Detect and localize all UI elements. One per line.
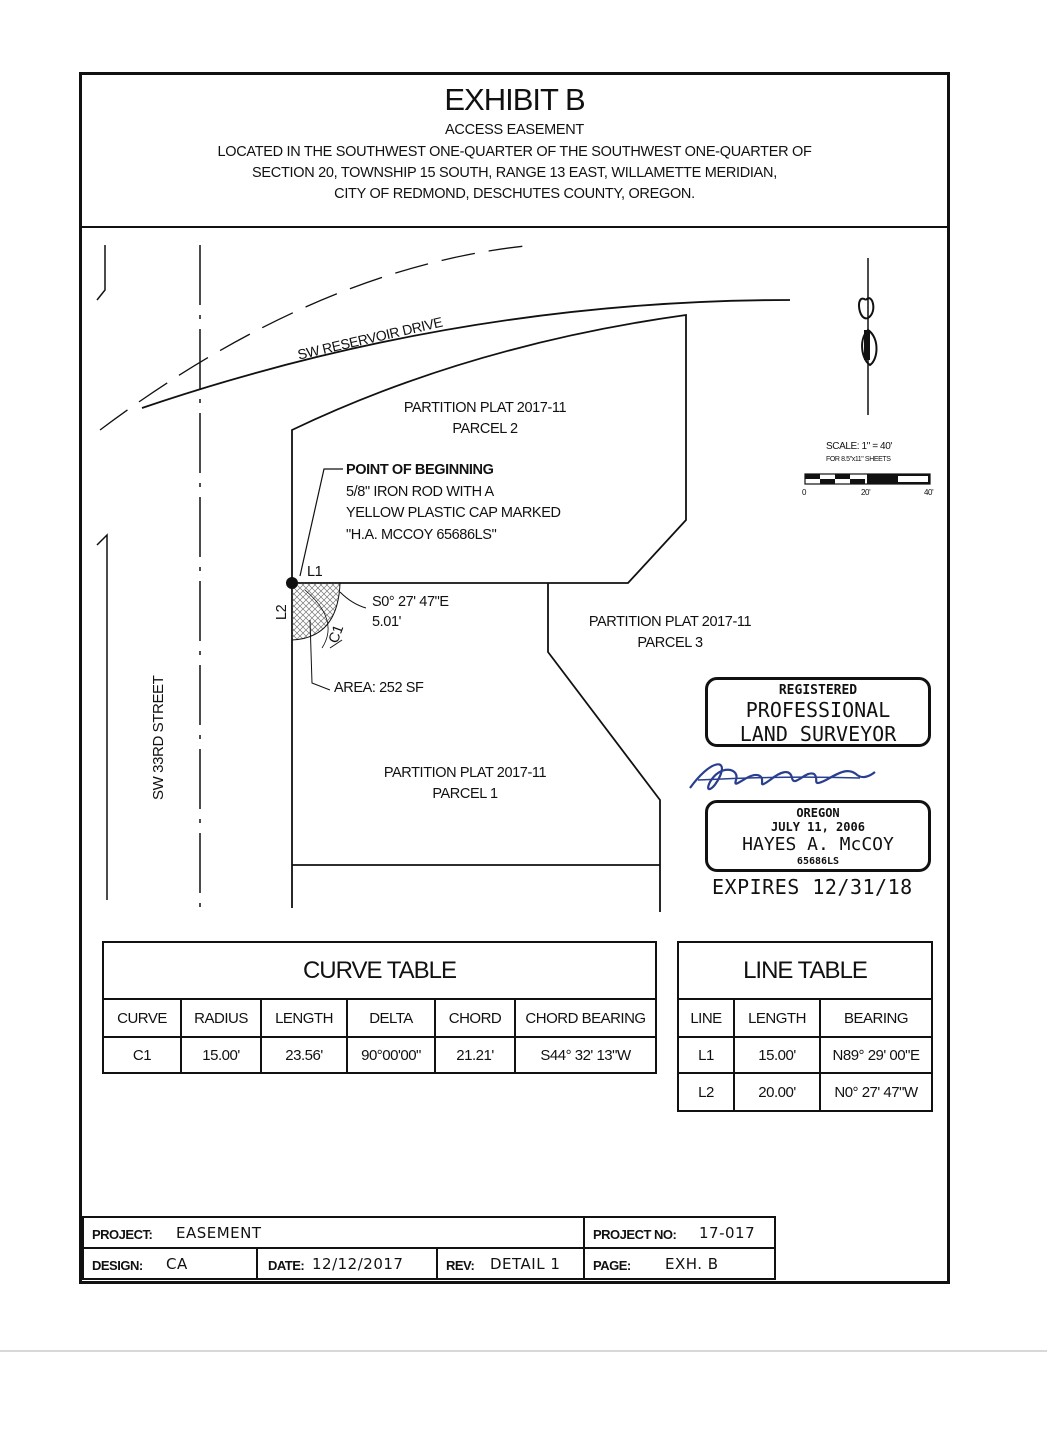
project-cell <box>82 1216 585 1249</box>
curve-header: CURVE <box>103 999 181 1037</box>
date-value: 12/12/2017 <box>312 1255 404 1273</box>
radius-cell: 15.00' <box>181 1037 261 1073</box>
rev-cell <box>436 1247 585 1280</box>
line-length-cell: 20.00' <box>734 1073 820 1111</box>
project-value: EASEMENT <box>176 1224 262 1242</box>
parcel-1-plat: PARTITION PLAT 2017-11 <box>383 765 547 781</box>
stamp-state: OREGON <box>796 806 840 820</box>
bearing-header: BEARING <box>820 999 932 1037</box>
table-row <box>103 1037 656 1073</box>
road-edge <box>142 300 790 408</box>
scale-tick-20: 20' <box>861 488 871 497</box>
location-line-2: SECTION 20, TOWNSHIP 15 SOUTH, RANGE 13 EAST, WILLAMETTE MERIDIAN, <box>252 165 777 181</box>
exhibit-header <box>79 72 950 228</box>
design-cell <box>82 1247 258 1280</box>
street-label: SW 33RD STREET <box>150 675 167 800</box>
stamp-name: HAYES A. McCOY <box>742 834 894 855</box>
line-header: LINE <box>678 999 734 1037</box>
stamp-bottom-box <box>705 800 931 872</box>
curve-table-title: CURVE TABLE <box>103 942 656 999</box>
scale-subtext: FOR 8.5"x11" SHEETS <box>826 456 891 463</box>
chord-bearing-header: CHORD BEARING <box>515 999 656 1037</box>
design-label: DESIGN: <box>92 1258 143 1273</box>
project-no-cell <box>583 1216 776 1249</box>
parcel-3-plat: PARTITION PLAT 2017-11 <box>588 614 752 630</box>
parcel-3-label: PARCEL 3 <box>637 635 703 651</box>
parcel-1-label: PARCEL 1 <box>432 786 498 802</box>
table-row <box>678 1073 932 1111</box>
stamp-number: 65686LS <box>796 856 840 867</box>
pob-line-2: YELLOW PLASTIC CAP MARKED <box>346 505 561 521</box>
length-cell: 23.56' <box>261 1037 347 1073</box>
radius-header: RADIUS <box>181 999 261 1037</box>
curve-cell: C1 <box>103 1037 181 1073</box>
line-bearing-cell: N89° 29' 00"E <box>820 1037 932 1073</box>
l2-label: L2 <box>274 604 290 620</box>
street-edge-left <box>97 535 107 900</box>
line-cell: L2 <box>678 1073 734 1111</box>
curve-table <box>102 941 657 1074</box>
exhibit-title: EXHIBIT B <box>444 82 585 117</box>
chord-bearing-cell: S44° 32' 13"W <box>515 1037 656 1073</box>
rev-label: REV: <box>446 1258 475 1273</box>
stamp-land-surveyor: LAND SURVEYOR <box>739 722 897 746</box>
surveyor-signature <box>680 750 880 800</box>
street-edge-top <box>97 245 105 300</box>
chord-cell: 21.21' <box>435 1037 515 1073</box>
line-cell: L1 <box>678 1037 734 1073</box>
scan-page-edge <box>0 1350 1047 1352</box>
line-table <box>677 941 933 1112</box>
pob-title: POINT OF BEGINNING <box>346 462 494 478</box>
north-arrow-icon <box>859 298 873 318</box>
date-label: DATE: <box>268 1258 305 1273</box>
delta-header: DELTA <box>347 999 435 1037</box>
design-value: CA <box>166 1255 188 1273</box>
scale-tick-40: 40' <box>924 488 934 497</box>
chord-header: CHORD <box>435 999 515 1037</box>
line-length-header: LENGTH <box>734 999 820 1037</box>
scale-text: SCALE: 1" = 40' <box>826 441 892 452</box>
line-table-title: LINE TABLE <box>678 942 932 999</box>
c1-label: C1 <box>326 623 348 646</box>
bearing-leader <box>340 592 366 608</box>
pob-line-3: "H.A. MCCOY 65686LS" <box>346 527 497 543</box>
exhibit-subtitle: ACCESS EASEMENT <box>445 122 584 138</box>
l1-label: L1 <box>307 564 323 580</box>
location-line-3: CITY OF REDMOND, DESCHUTES COUNTY, OREGON. <box>334 186 695 202</box>
page-value: EXH. B <box>665 1255 719 1273</box>
delta-cell: 90°00'00" <box>347 1037 435 1073</box>
stamp-professional: PROFESSIONAL <box>745 698 891 722</box>
distance-label: 5.01' <box>372 614 401 630</box>
bearing-label: S0° 27' 47"E <box>372 594 449 610</box>
point-of-beginning-marker <box>286 577 298 589</box>
project-label: PROJECT: <box>92 1227 153 1242</box>
length-header: LENGTH <box>261 999 347 1037</box>
parcel-1-boundary <box>292 583 660 908</box>
table-row <box>678 1037 932 1073</box>
area-label: AREA: 252 SF <box>334 680 424 696</box>
page-cell <box>583 1247 776 1280</box>
stamp-date: JULY 11, 2006 <box>771 820 865 834</box>
scale-tick-0: 0 <box>802 488 807 497</box>
pob-leader <box>300 469 343 576</box>
parcel-2-label: PARCEL 2 <box>452 421 518 437</box>
parcel-2-plat: PARTITION PLAT 2017-11 <box>403 400 567 416</box>
date-cell <box>256 1247 438 1280</box>
project-no-value: 17-017 <box>699 1224 756 1242</box>
line-bearing-cell: N0° 27' 47"W <box>820 1073 932 1111</box>
road-label: SW RESERVOIR DRIVE <box>296 313 444 363</box>
stamp-registered: REGISTERED <box>778 683 858 698</box>
location-line-1: LOCATED IN THE SOUTHWEST ONE-QUARTER OF THE SOUTHWEST ONE-QUARTER OF <box>217 144 812 160</box>
line-length-cell: 15.00' <box>734 1037 820 1073</box>
parcel-3-boundary <box>548 583 660 912</box>
stamp-expires: EXPIRES 12/31/18 <box>712 875 913 899</box>
stamp-top-box <box>705 677 931 747</box>
project-no-label: PROJECT NO: <box>593 1227 677 1242</box>
page-label: PAGE: <box>593 1258 631 1273</box>
rev-value: DETAIL 1 <box>490 1255 561 1273</box>
pob-line-1: 5/8" IRON ROD WITH A <box>346 484 494 500</box>
